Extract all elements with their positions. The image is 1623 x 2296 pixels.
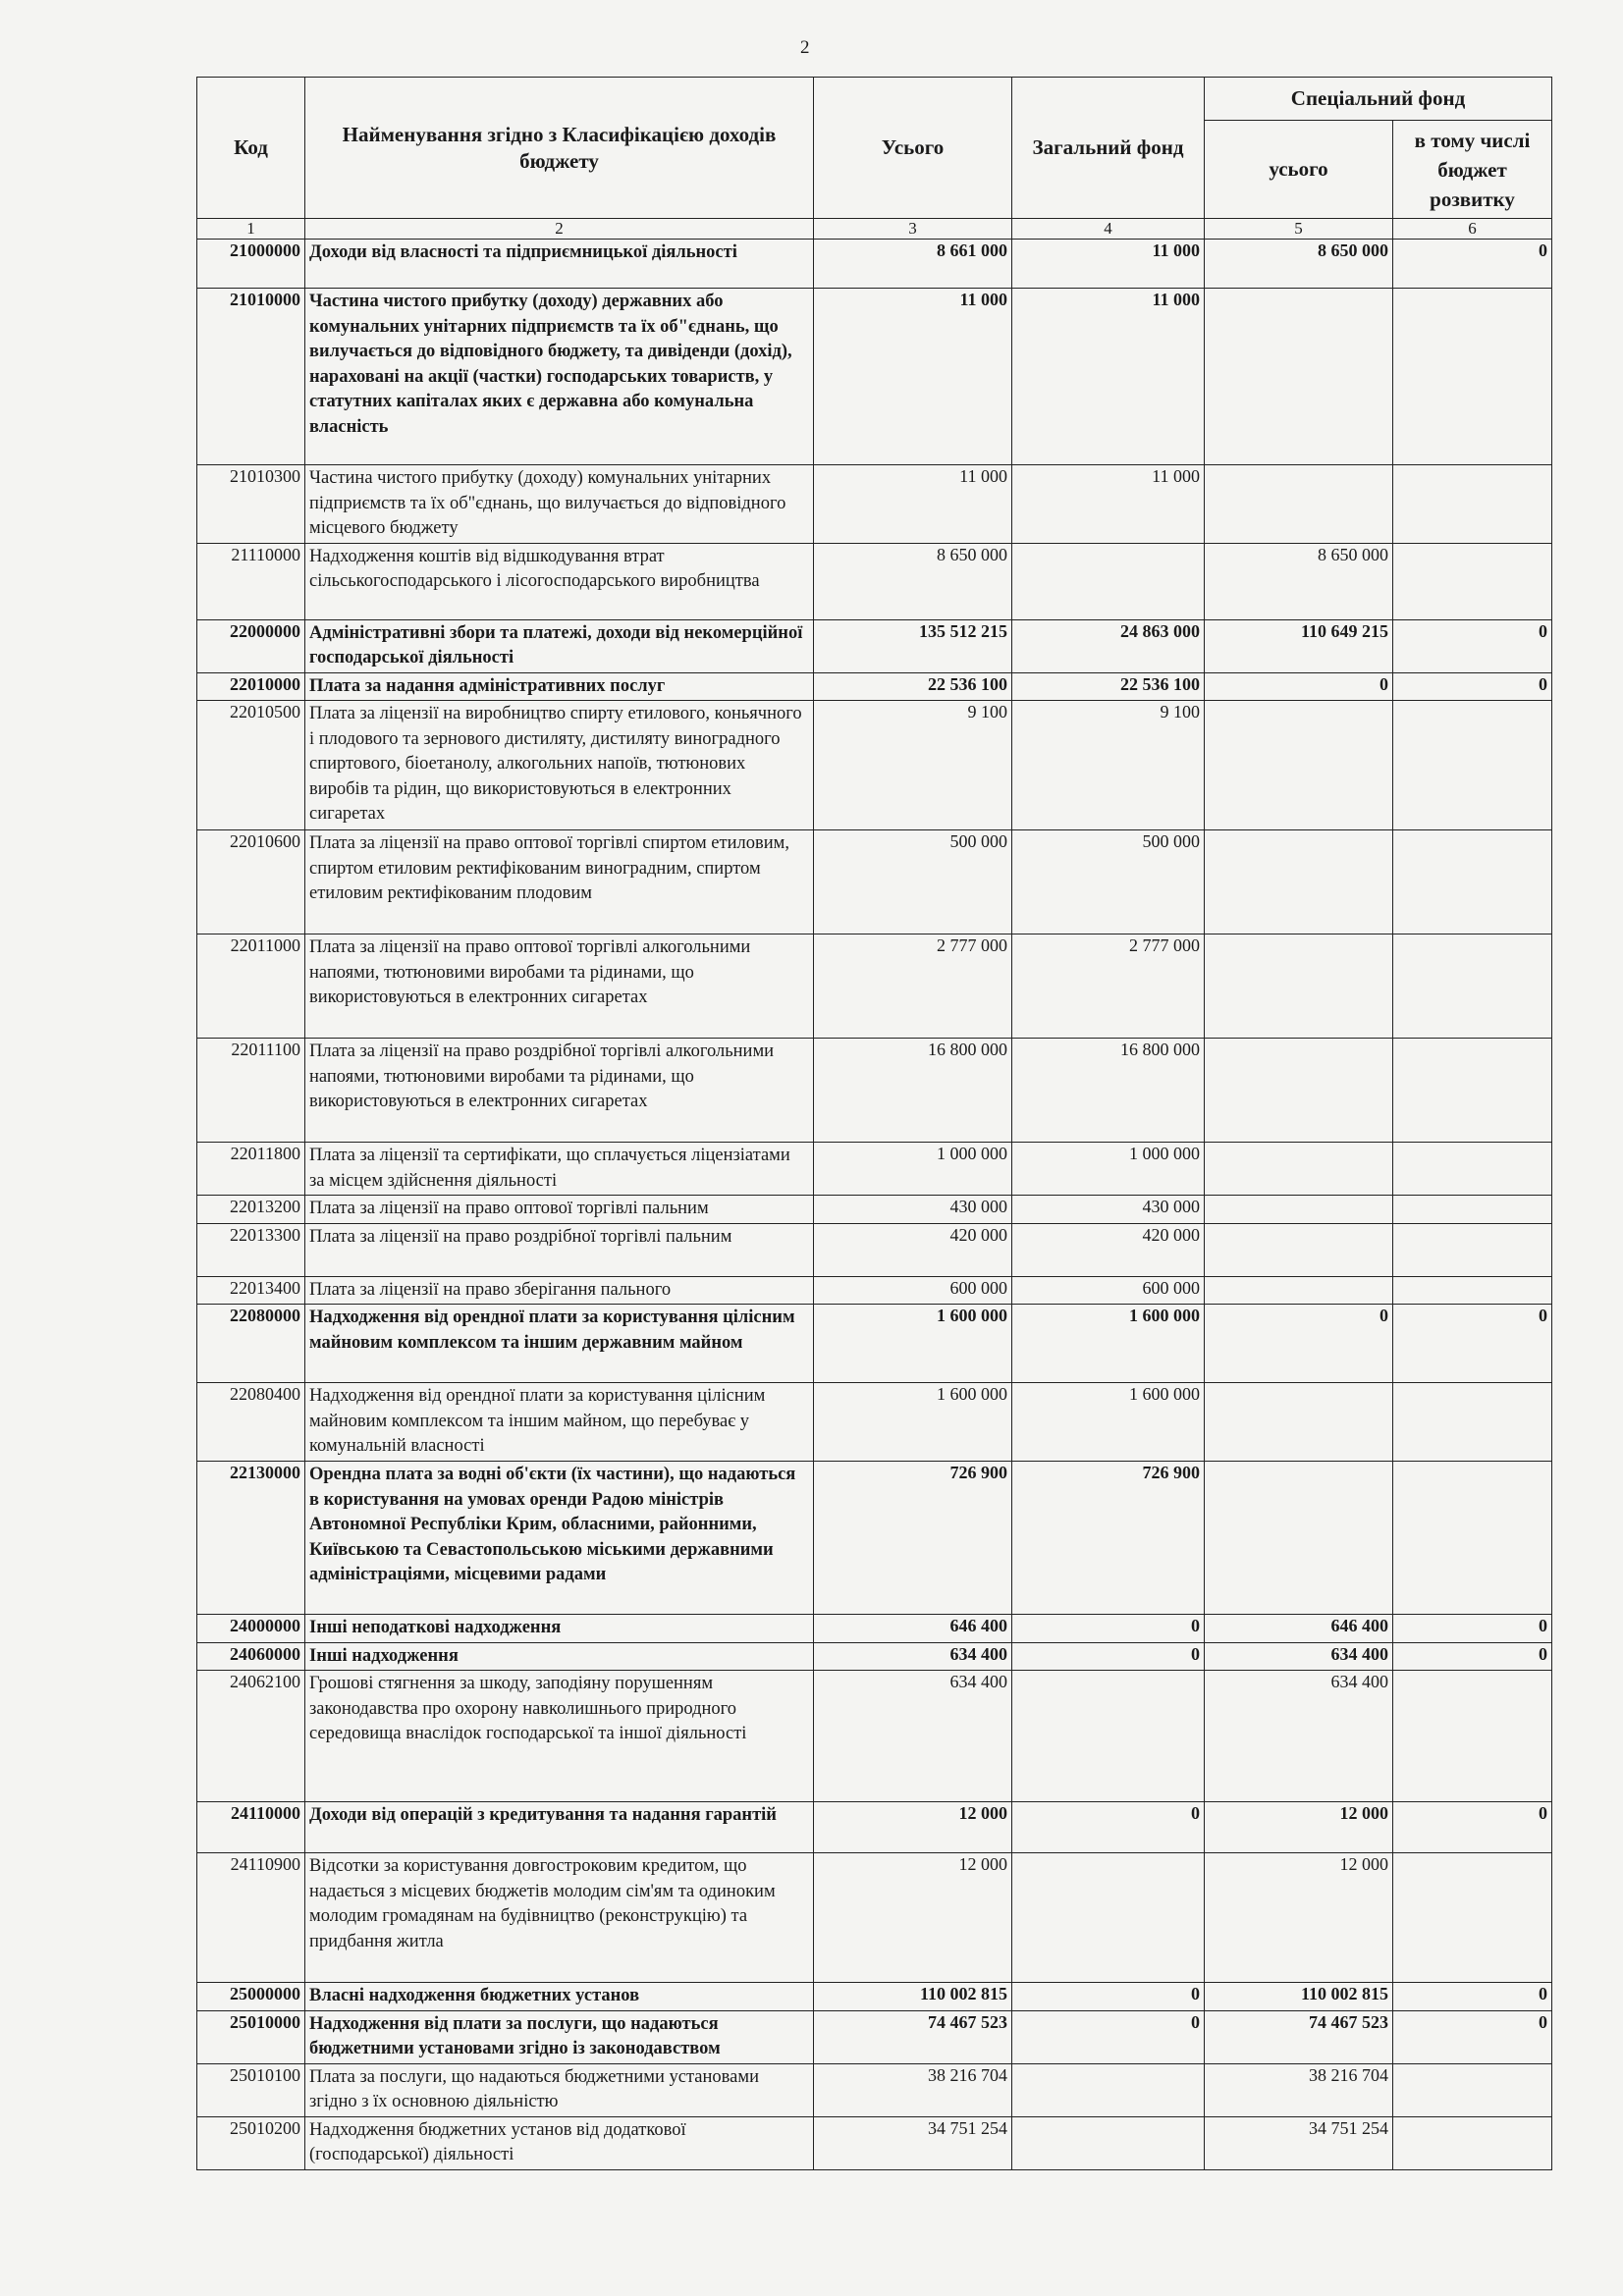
row-total: 12 000 [814,1853,1012,1983]
row-code: 21110000 [197,543,305,619]
row-total: 634 400 [814,1671,1012,1802]
row-code: 21010300 [197,465,305,544]
row-special-fund: 8 650 000 [1205,543,1393,619]
row-special-fund [1205,1462,1393,1615]
table-row [197,1143,1552,1196]
row-total: 500 000 [814,830,1012,934]
table-row [197,2063,1552,2116]
row-general-fund [1012,1671,1205,1802]
row-total: 8 661 000 [814,240,1012,289]
row-name: Частина чистого прибутку (доходу) комунальних унітарних підприємств та їх об"єднань, що вилучається до відповідного місцевого бюджету [305,465,814,544]
row-special-fund: 8 650 000 [1205,240,1393,289]
table-row [197,1853,1552,1983]
row-code: 22010500 [197,701,305,830]
row-development-budget [1393,934,1552,1039]
row-general-fund: 500 000 [1012,830,1205,934]
row-code: 24060000 [197,1642,305,1671]
table-row [197,1276,1552,1305]
table-row [197,830,1552,934]
row-code: 22010600 [197,830,305,934]
row-development-budget: 0 [1393,240,1552,289]
row-special-fund: 38 216 704 [1205,2063,1393,2116]
row-general-fund: 11 000 [1012,465,1205,544]
row-special-fund: 34 751 254 [1205,2116,1393,2169]
table-row [197,1983,1552,2011]
row-code: 21000000 [197,240,305,289]
row-special-fund [1205,830,1393,934]
row-general-fund [1012,2116,1205,2169]
row-total: 22 536 100 [814,672,1012,701]
row-general-fund: 600 000 [1012,1276,1205,1305]
row-general-fund: 0 [1012,1642,1205,1671]
row-special-fund: 110 649 215 [1205,619,1393,672]
row-name: Надходження бюджетних установ від додаткової (господарської) діяльності [305,2116,814,2169]
row-code: 22013200 [197,1196,305,1224]
row-name: Адміністративні збори та платежі, доходи від некомерційної господарської діяльності [305,619,814,672]
row-code: 24062100 [197,1671,305,1802]
row-code: 25010100 [197,2063,305,2116]
row-special-fund [1205,1223,1393,1276]
row-name: Плата за ліцензії на право роздрібної торгівлі алкогольними напоями, тютюновими виробами та рідинами, що використовуються в електронних сигаретах [305,1039,814,1143]
row-name: Частина чистого прибутку (доходу) державних або комунальних унітарних підприємств та їх об"єднань, що вилучається до відповідного бюджету, та дивіденди (дохід), нараховані на акції (частки) господарських товариств, у статутних капіталах яких є державна або комунальна власність [305,289,814,465]
row-code: 22011000 [197,934,305,1039]
row-name: Надходження від плати за послуги, що надаються бюджетними установами згідно із законодавством [305,2010,814,2063]
table-row [197,1223,1552,1276]
row-special-fund [1205,1383,1393,1462]
row-general-fund: 11 000 [1012,240,1205,289]
row-development-budget [1393,2116,1552,2169]
row-general-fund: 22 536 100 [1012,672,1205,701]
row-special-fund [1205,701,1393,830]
row-special-fund: 634 400 [1205,1671,1393,1802]
row-total: 34 751 254 [814,2116,1012,2169]
row-total: 646 400 [814,1615,1012,1643]
row-name: Плата за послуги, що надаються бюджетними установами згідно з їх основною діяльністю [305,2063,814,2116]
row-special-fund [1205,289,1393,465]
row-code: 22011800 [197,1143,305,1196]
header-general-fund: Загальний фонд [1012,78,1205,219]
row-name: Плата за надання адміністративних послуг [305,672,814,701]
row-development-budget [1393,1276,1552,1305]
row-name: Плата за ліцензії на право оптової торгівлі алкогольними напоями, тютюновими виробами та рідинами, що використовуються в електронних сигаретах [305,934,814,1039]
row-code: 22011100 [197,1039,305,1143]
row-special-fund: 646 400 [1205,1615,1393,1643]
row-general-fund: 726 900 [1012,1462,1205,1615]
row-development-budget [1393,830,1552,934]
row-special-fund [1205,934,1393,1039]
row-general-fund: 0 [1012,2010,1205,2063]
row-code: 22080400 [197,1383,305,1462]
row-name: Плата за ліцензії на право оптової торгівлі пальним [305,1196,814,1224]
row-general-fund [1012,543,1205,619]
row-general-fund: 1 600 000 [1012,1383,1205,1462]
row-development-budget [1393,1853,1552,1983]
row-development-budget [1393,1143,1552,1196]
header-special-development: в тому числі бюджет розвитку [1393,121,1552,219]
row-total: 135 512 215 [814,619,1012,672]
column-number-row [197,219,1552,240]
row-code: 25010200 [197,2116,305,2169]
row-total: 12 000 [814,1802,1012,1853]
row-total: 11 000 [814,465,1012,544]
column-number: 2 [305,219,814,240]
row-code: 22010000 [197,672,305,701]
row-development-budget [1393,1196,1552,1224]
page-number: 2 [800,37,810,58]
row-development-budget [1393,543,1552,619]
row-total: 110 002 815 [814,1983,1012,2011]
revenue-table [196,77,1552,2170]
column-number: 4 [1012,219,1205,240]
row-special-fund [1205,1039,1393,1143]
table-row [197,1642,1552,1671]
row-development-budget: 0 [1393,619,1552,672]
table-row [197,1671,1552,1802]
row-development-budget [1393,2063,1552,2116]
row-general-fund: 1 600 000 [1012,1305,1205,1383]
row-development-budget: 0 [1393,2010,1552,2063]
row-total: 1 000 000 [814,1143,1012,1196]
row-code: 24110000 [197,1802,305,1853]
row-general-fund: 420 000 [1012,1223,1205,1276]
row-development-budget: 0 [1393,1305,1552,1383]
row-general-fund: 430 000 [1012,1196,1205,1224]
row-general-fund: 0 [1012,1802,1205,1853]
row-total: 634 400 [814,1642,1012,1671]
row-special-fund [1205,465,1393,544]
table-row [197,2010,1552,2063]
row-code: 25000000 [197,1983,305,2011]
row-special-fund [1205,1276,1393,1305]
table-row [197,289,1552,465]
row-development-budget: 0 [1393,1615,1552,1643]
row-general-fund: 0 [1012,1615,1205,1643]
table-row [197,2116,1552,2169]
table-row [197,1039,1552,1143]
row-development-budget [1393,465,1552,544]
table-row [197,465,1552,544]
row-code: 22130000 [197,1462,305,1615]
row-development-budget [1393,1223,1552,1276]
column-number: 1 [197,219,305,240]
row-special-fund: 74 467 523 [1205,2010,1393,2063]
row-total: 2 777 000 [814,934,1012,1039]
row-development-budget [1393,289,1552,465]
row-code: 21010000 [197,289,305,465]
row-name: Власні надходження бюджетних установ [305,1983,814,2011]
row-code: 25010000 [197,2010,305,2063]
row-development-budget [1393,1462,1552,1615]
table-row [197,672,1552,701]
row-general-fund: 11 000 [1012,289,1205,465]
header-special-fund: Спеціальний фонд [1205,78,1552,121]
row-name: Плата за ліцензії на виробництво спирту етилового, коньячного і плодового та зернового дистиляту, дистиляту виноградного спиртового, біоетанолу, алкогольних напоїв, тютюнових виробів та рідин, що використовуються в електронних сигаретах [305,701,814,830]
row-code: 22080000 [197,1305,305,1383]
row-name: Відсотки за користування довгостроковим кредитом, що надається з місцевих бюджетів молодим сім'ям та одиноким молодим громадянам на будівництво (реконструкцію) та придбання житла [305,1853,814,1983]
row-total: 600 000 [814,1276,1012,1305]
row-special-fund: 110 002 815 [1205,1983,1393,2011]
table-row [197,1615,1552,1643]
row-special-fund: 0 [1205,1305,1393,1383]
row-name: Плата за ліцензії та сертифікати, що сплачується ліцензіатами за місцем здійснення діяльності [305,1143,814,1196]
row-special-fund: 12 000 [1205,1853,1393,1983]
row-development-budget [1393,1039,1552,1143]
row-general-fund [1012,1853,1205,1983]
row-total: 420 000 [814,1223,1012,1276]
row-total: 11 000 [814,289,1012,465]
row-name: Інші надходження [305,1642,814,1671]
header-total: Усього [814,78,1012,219]
table-row [197,1462,1552,1615]
table-row [197,619,1552,672]
row-total: 1 600 000 [814,1383,1012,1462]
column-number: 6 [1393,219,1552,240]
table-row [197,934,1552,1039]
row-special-fund [1205,1196,1393,1224]
row-general-fund: 2 777 000 [1012,934,1205,1039]
row-general-fund: 1 000 000 [1012,1143,1205,1196]
column-number: 5 [1205,219,1393,240]
row-total: 16 800 000 [814,1039,1012,1143]
row-name: Плата за ліцензії на право роздрібної торгівлі пальним [305,1223,814,1276]
row-special-fund: 12 000 [1205,1802,1393,1853]
row-special-fund [1205,1143,1393,1196]
row-code: 24000000 [197,1615,305,1643]
table-row [197,1305,1552,1383]
row-development-budget [1393,1671,1552,1802]
row-name: Надходження від орендної плати за користування цілісним майновим комплексом та іншим державним майном [305,1305,814,1383]
row-development-budget [1393,1383,1552,1462]
row-name: Грошові стягнення за шкоду, заподіяну порушенням законодавства про охорону навколишнього природного середовища внаслідок господарської та іншої діяльності [305,1671,814,1802]
row-name: Плата за ліцензії на право зберігання пального [305,1276,814,1305]
row-code: 24110900 [197,1853,305,1983]
row-total: 74 467 523 [814,2010,1012,2063]
row-special-fund: 634 400 [1205,1642,1393,1671]
row-special-fund: 0 [1205,672,1393,701]
row-total: 38 216 704 [814,2063,1012,2116]
row-development-budget: 0 [1393,1983,1552,2011]
row-general-fund: 9 100 [1012,701,1205,830]
row-development-budget [1393,701,1552,830]
row-general-fund: 0 [1012,1983,1205,2011]
row-total: 8 650 000 [814,543,1012,619]
header-code: Код [197,78,305,219]
row-code: 22013400 [197,1276,305,1305]
table-row [197,701,1552,830]
table-body [197,240,1552,2170]
row-general-fund [1012,2063,1205,2116]
row-name: Доходи від власності та підприємницької діяльності [305,240,814,289]
table-row [197,1802,1552,1853]
row-name: Надходження від орендної плати за користування цілісним майновим комплексом та іншим майном, що перебуває у комунальній власності [305,1383,814,1462]
row-name: Доходи від операцій з кредитування та надання гарантій [305,1802,814,1853]
header-special-total: усього [1205,121,1393,219]
row-code: 22013300 [197,1223,305,1276]
row-total: 726 900 [814,1462,1012,1615]
table-row [197,1196,1552,1224]
table-row [197,543,1552,619]
row-general-fund: 24 863 000 [1012,619,1205,672]
row-name: Інші неподаткові надходження [305,1615,814,1643]
row-name: Надходження коштів від відшкодування втрат сільськогосподарського і лісогосподарського виробництва [305,543,814,619]
row-general-fund: 16 800 000 [1012,1039,1205,1143]
header-name: Найменування згідно з Класифікацією доходів бюджету [305,78,814,219]
column-number: 3 [814,219,1012,240]
row-development-budget: 0 [1393,1802,1552,1853]
row-total: 1 600 000 [814,1305,1012,1383]
row-total: 9 100 [814,701,1012,830]
table-row [197,240,1552,289]
row-code: 22000000 [197,619,305,672]
row-development-budget: 0 [1393,1642,1552,1671]
row-name: Плата за ліцензії на право оптової торгівлі спиртом етиловим, спиртом етиловим ректифікованим виноградним, спиртом етиловим ректифікованим плодовим [305,830,814,934]
row-development-budget: 0 [1393,672,1552,701]
row-total: 430 000 [814,1196,1012,1224]
table-row [197,1383,1552,1462]
row-name: Орендна плата за водні об'єкти (їх частини), що надаються в користування на умовах оренди Радою міністрів Автономної Республіки Крим, обласними, районними, Київською та Севастопольською міськими державними адміністраціями, місцевими радами [305,1462,814,1615]
